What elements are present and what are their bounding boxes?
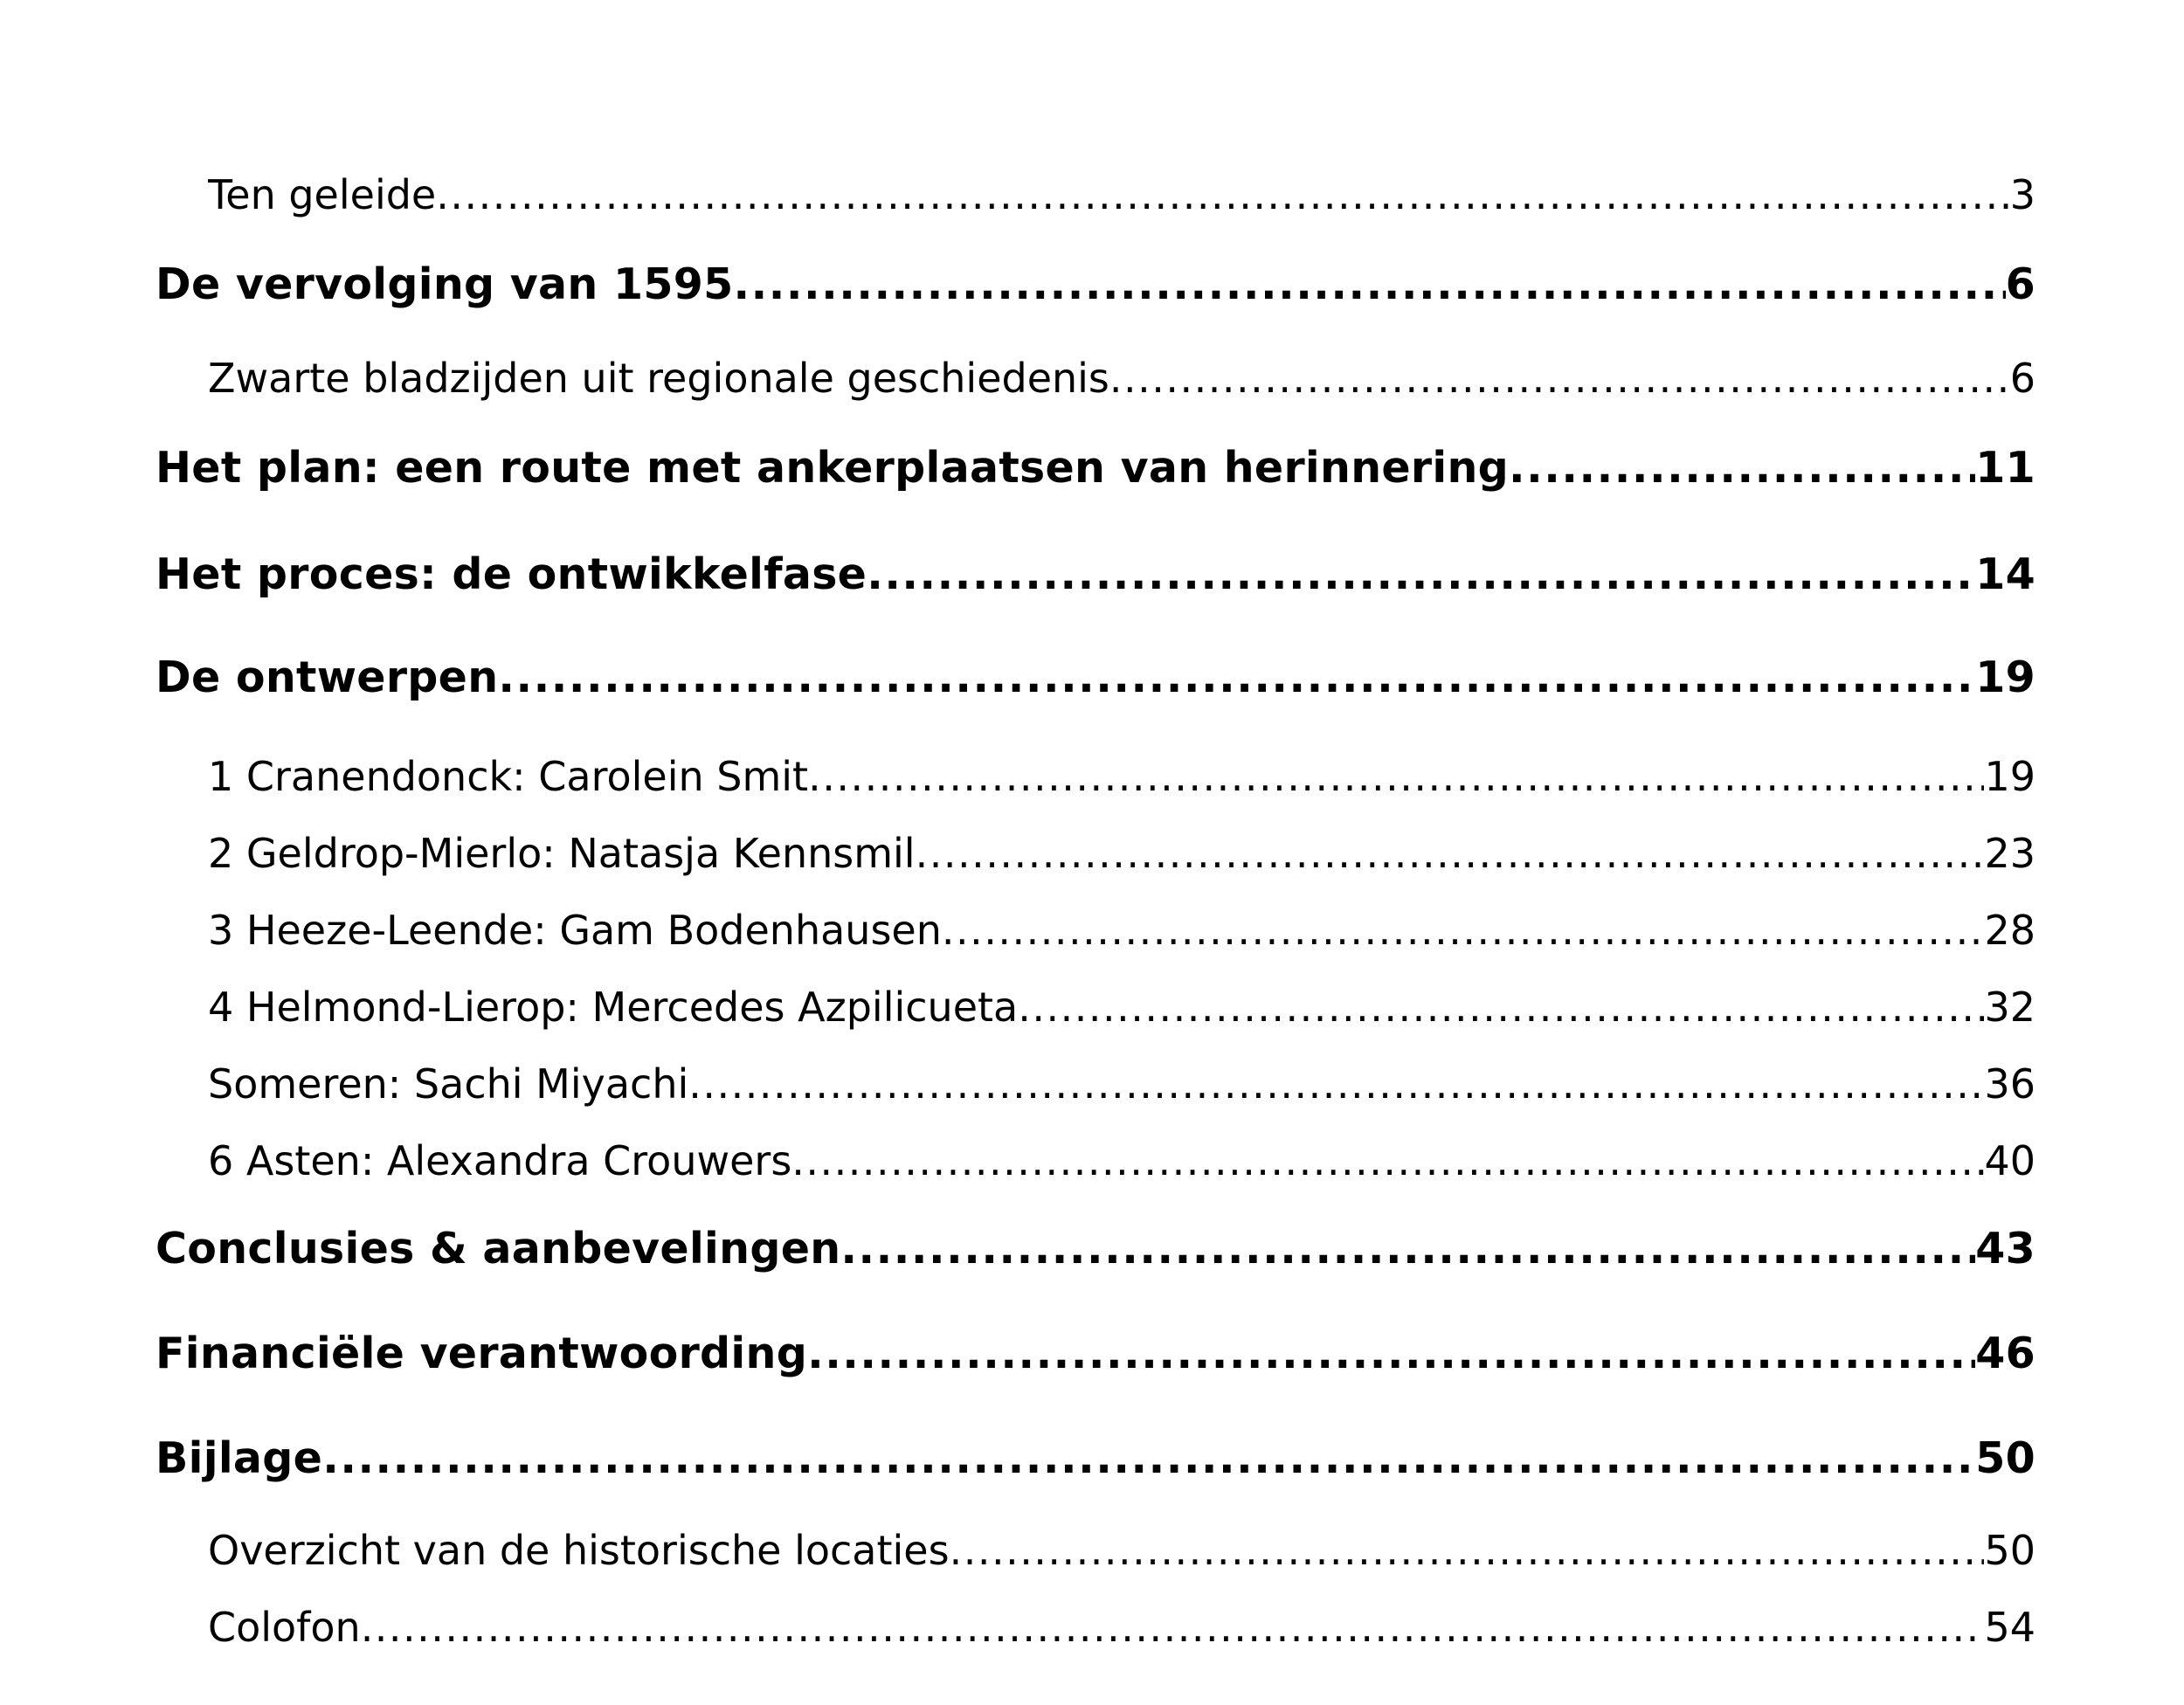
toc-entry-cranendonck[interactable] xyxy=(208,728,2035,802)
toc-entry-het-proces[interactable] xyxy=(156,528,2035,601)
toc-dot-leader xyxy=(1018,987,1984,1032)
toc-page-number: 11 xyxy=(1975,443,2035,493)
toc-page-number: 50 xyxy=(1984,1527,2035,1574)
toc-entry-title: Colofon xyxy=(208,1604,361,1651)
toc-entry-ten-geleide[interactable] xyxy=(208,147,2035,220)
toc-entry-title: Overzicht van de historische locaties xyxy=(208,1527,950,1574)
toc-entry-title: Het proces: de ontwikkelfase xyxy=(156,549,867,599)
toc-page-number: 23 xyxy=(1984,830,2035,877)
toc-entry-title: 1 Cranendonck: Carolein Smit xyxy=(208,753,809,800)
toc-entry-de-vervolging[interactable] xyxy=(156,238,2035,311)
toc-entry-title: 4 Helmond-Lierop: Mercedes Azpilicueta xyxy=(208,984,1019,1031)
toc-entry-someren[interactable] xyxy=(208,1036,2035,1109)
toc-entry-title: 6 Asten: Alexandra Crouwers xyxy=(208,1137,792,1184)
toc-entry-title: 2 Geldrop-Mierlo: Natasja Kennsmil xyxy=(208,830,916,877)
toc-page-number: 40 xyxy=(1984,1137,2035,1184)
toc-entry-title: Ten geleide xyxy=(208,171,437,218)
toc-entry-title: 3 Heeze-Leende: Gam Bodenhausen xyxy=(208,907,942,954)
toc-page-number: 50 xyxy=(1975,1433,2035,1483)
toc-page-number: 3 xyxy=(2009,171,2035,218)
toc-dot-leader xyxy=(361,1607,1985,1653)
toc-page-number: 14 xyxy=(1975,549,2035,599)
toc-entry-de-ontwerpen[interactable] xyxy=(156,631,2035,704)
toc-dot-leader xyxy=(1109,358,2010,404)
toc-entry-het-plan[interactable] xyxy=(156,421,2035,494)
toc-page-number: 32 xyxy=(1984,984,2035,1031)
toc-dot-leader xyxy=(942,910,1985,956)
toc-entry-bijlage[interactable] xyxy=(156,1412,2035,1485)
toc-dot-leader xyxy=(436,175,2009,220)
toc-page-number: 28 xyxy=(1984,907,2035,954)
toc-dot-leader xyxy=(498,656,1975,704)
toc-dot-leader xyxy=(808,756,1984,802)
toc-page-number: 36 xyxy=(1984,1060,2035,1108)
toc-dot-leader xyxy=(322,1437,1975,1485)
toc-dot-leader xyxy=(867,553,1975,601)
toc-page-number: 6 xyxy=(2009,355,2035,402)
toc-entry-title: Bijlage xyxy=(156,1433,323,1483)
toc-entry-title: De ontwerpen xyxy=(156,652,499,702)
toc-page-number: 19 xyxy=(1975,652,2035,702)
toc-entry-conclusies[interactable] xyxy=(156,1202,2035,1275)
toc-dot-leader xyxy=(734,263,2006,311)
toc-dot-leader xyxy=(950,1530,1985,1576)
toc-page-number: 6 xyxy=(2005,259,2035,309)
toc-page-number: 54 xyxy=(1984,1604,2035,1651)
toc-entry-zwarte-bladzijden[interactable] xyxy=(208,330,2035,404)
toc-entry-heeze-leende[interactable] xyxy=(208,882,2035,956)
toc-entry-title: Someren: Sachi Miyachi xyxy=(208,1060,689,1108)
toc-dot-leader xyxy=(807,1332,1975,1380)
toc-dot-leader xyxy=(791,1141,1984,1186)
toc-entry-title: Zwarte bladzijden uit regionale geschiedenis xyxy=(208,355,1109,402)
toc-entry-financiele-verantwoording[interactable] xyxy=(156,1307,2035,1380)
toc-entry-overzicht-locaties[interactable] xyxy=(208,1502,2035,1576)
toc-entry-colofon[interactable] xyxy=(208,1579,2035,1653)
toc-entry-title: Conclusies & aanbevelingen xyxy=(156,1224,841,1274)
toc-dot-leader xyxy=(916,833,1985,879)
toc-entry-title: Het plan: een route met ankerplaatsen van herinnering xyxy=(156,443,1510,493)
toc-entry-geldrop-mierlo[interactable] xyxy=(208,805,2035,879)
toc-entry-helmond-lierop[interactable] xyxy=(208,959,2035,1032)
toc-dot-leader xyxy=(688,1064,1984,1109)
toc-page-number: 46 xyxy=(1975,1329,2035,1378)
toc-page-number: 43 xyxy=(1975,1224,2035,1274)
toc-entry-asten[interactable] xyxy=(208,1113,2035,1186)
toc-entry-title: Financiële verantwoording xyxy=(156,1329,808,1378)
toc-page-number: 19 xyxy=(1984,753,2035,800)
toc-entry-title: De vervolging van 1595 xyxy=(156,259,734,309)
toc-dot-leader xyxy=(1509,446,1975,494)
toc-dot-leader xyxy=(840,1227,1975,1275)
